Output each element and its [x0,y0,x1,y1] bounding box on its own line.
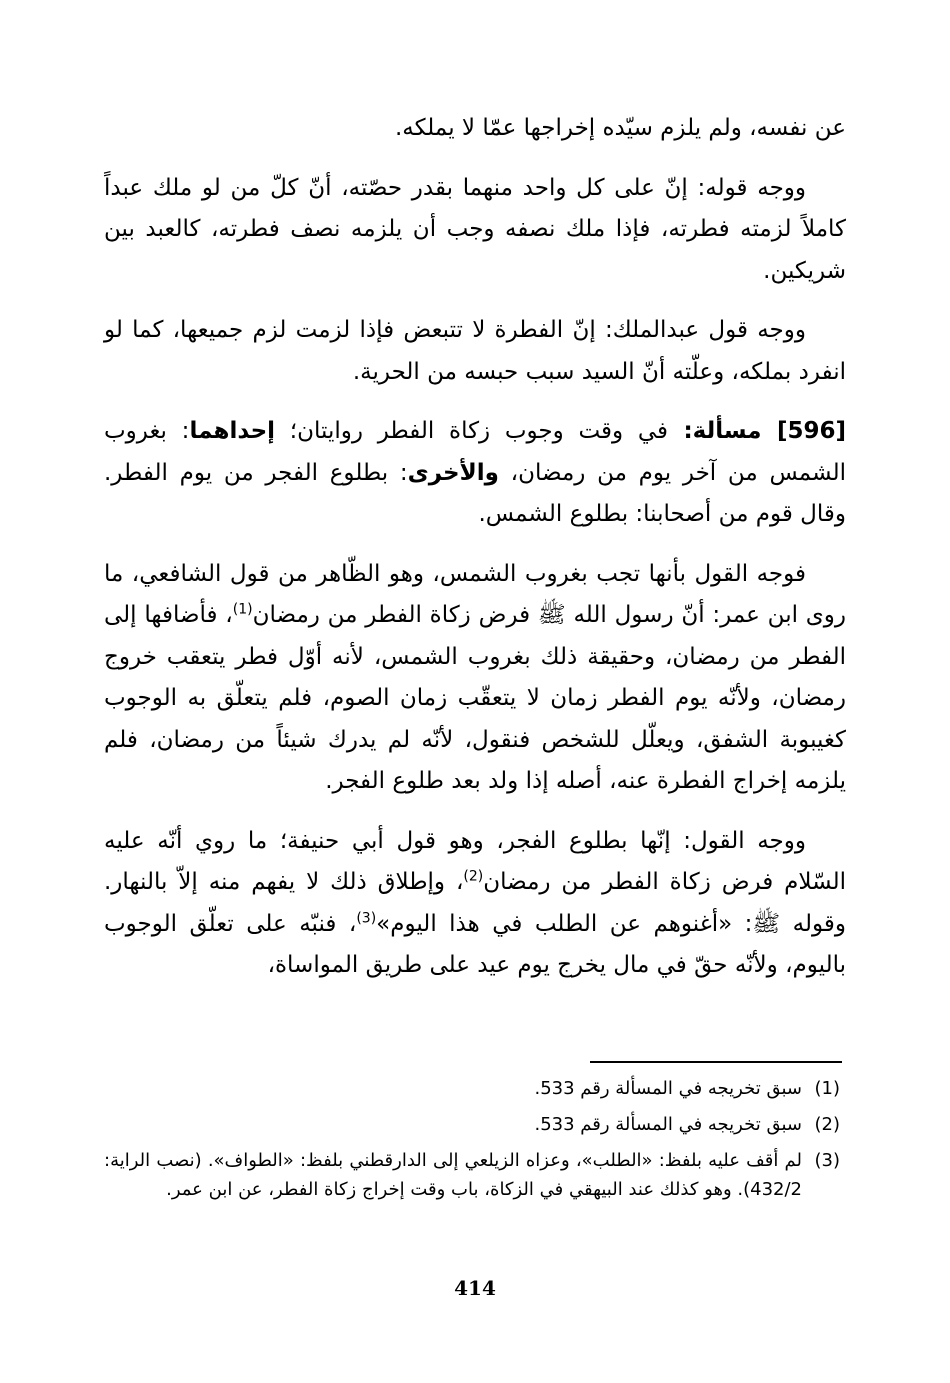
text-run: فوجه القول بأنها تجب بغروب الشمس، وهو الظّاهر من قول الشافعي، ما روى ابن عمر: أنّ رسول الله ﷺ فرض زكاة الفطر من رمضان [104,560,846,628]
bold-text: والأخرى [407,459,499,486]
footnote-text: سبق تخريجه في المسألة رقم 533. [534,1114,802,1135]
footnote [104,1074,840,1103]
footnote-text: لم أقف عليه بلفظ: «الطلب»، وعزاه الزيلعي إلى الدارقطني بلفظ: «الطواف». (نصب الراية: 432/2). وهو كذلك عند البيهقي في الزكاة، باب وقت إخراج زكاة الفطر، عن ابن عمر. [104,1150,802,1200]
paragraph [104,411,846,536]
text-run: ووجه قوله: إنّ على كل واحد منهما بقدر حصّته، أنّ كلّ من لو ملك عبداً كاملاً لزمته فطرته، فإذا ملك نصفه وجب أن يلزمه نصف فطرته، كالعبد بين شريكين. [104,174,846,284]
bold-text: [596] مسألة: [668,418,847,444]
footnote-text: سبق تخريجه في المسألة رقم 533. [534,1078,802,1099]
paragraph [104,108,846,150]
text-run: ، وإطلاق ذلك لا يفهم منه إلاّ بالنهار. وقوله ﷺ: «أغنوهم عن الطلب في هذا اليوم» [104,869,846,937]
page-number: 414 [454,1276,496,1300]
text-run: في وقت وجوب زكاة الفطر روايتان؛ [275,418,669,444]
footnote-number: (2) [814,1114,840,1135]
paragraph [104,310,846,393]
text-run: : بطلوع الفجر من يوم الفطر. وقال قوم من أصحابنا: بطلوع الشمس. [104,459,846,527]
paragraph [104,168,846,293]
footnote [104,1146,840,1204]
main-text [104,108,846,1005]
text-run: ووجه قول عبدالملك: إنّ الفطرة لا تتبعض فإذا لزمت لزم جميعها، كما لو انفرد بملكه، وعلّته أنّ السيد سبب حبسه من الحرية. [104,317,846,385]
footnote-separator [590,1061,842,1063]
bold-text: إحداهما [189,418,276,444]
text-run: عن نفسه، ولم يلزم سيّده إخراجها عمّا لا يملكه. [394,115,846,141]
paragraph [104,821,846,987]
footnote-ref: (2) [463,868,484,885]
footnote [104,1110,840,1139]
footnote-number: (3) [814,1150,840,1171]
paragraph [104,554,846,803]
text-run: ، فنبّه على تعلّق الوجوب باليوم، ولأنّه حقّ في مال يخرج يوم عيد على طريق المواساة، [104,910,846,978]
footnote-ref: (1) [232,601,253,618]
footnote-ref: (3) [356,909,377,926]
footnotes [104,1074,840,1211]
text-run: : بغروب الشمس من آخر يوم من رمضان، [104,418,846,486]
footnote-number: (1) [814,1078,840,1099]
text-run: ، فأضافها إلى الفطر من رمضان، وحقيقة ذلك بغروب الشمس، لأنه أوّل فطر يتعقب خروج رمضان، ولأنّه يوم الفطر زمان لا يتعقّب زمان الصوم، فلم يتعلّق به الوجوب كغيبوبة الشفق، ويعلّل للشخص فنقول، لأنّه لم يدرك شيئاً من رمضان، فلم يلزمه إخراج الفطرة عنه، أصله إذا ولد بعد طلوع الفجر. [104,602,846,794]
text-run: ووجه القول: إنّها بطلوع الفجر، وهو قول أبي حنيفة؛ ما روي أنّه عليه السّلام فرض زكاة الفطر من رمضان [104,827,847,895]
